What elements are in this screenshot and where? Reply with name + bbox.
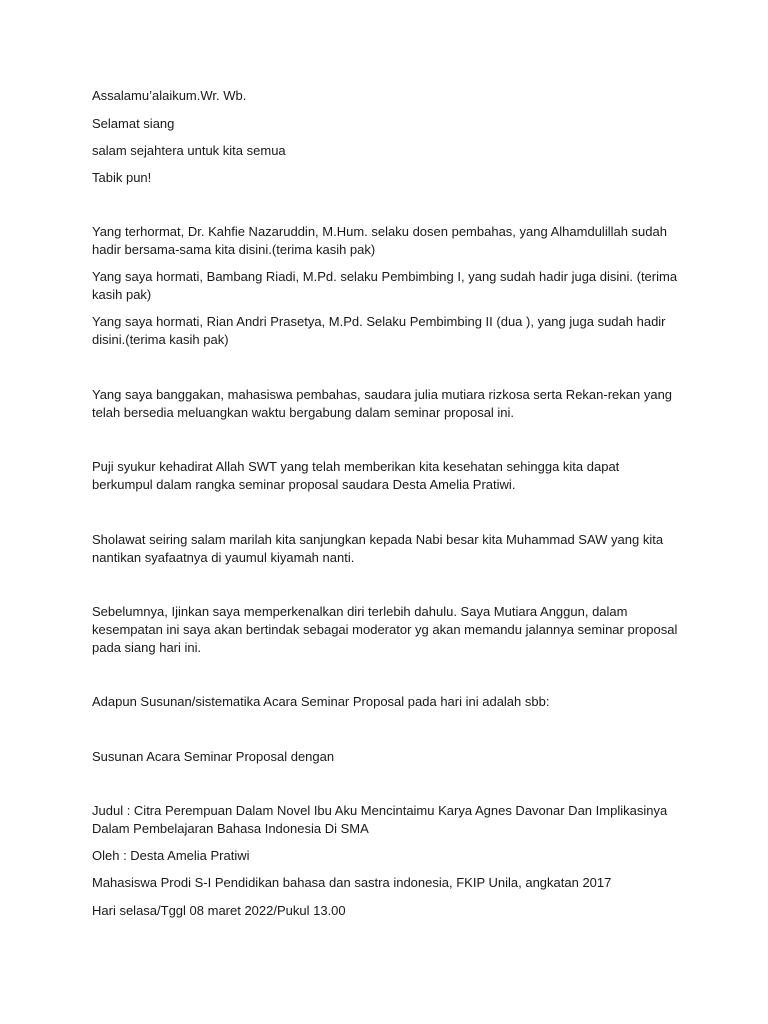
detail-program: Mahasiswa Prodi S-I Pendidikan bahasa dan sastra indonesia, FKIP Unila, angkatan 2017 (92, 875, 612, 890)
detail-schedule: Hari selasa/Tggl 08 maret 2022/Pukul 13.00 (92, 903, 346, 918)
paragraph-intro: Sebelumnya, Ijinkan saya memperkenalkan diri terlebih dahulu. Saya Mutiara Anggun, dalam kesempatan ini saya akan bertindak sebagai moderator yg akan memandu jalannya seminar proposal pada siang hari ini. (92, 604, 678, 655)
greeting-tabik: Tabik pun! (92, 170, 152, 185)
greeting-salam-sejahtera: salam sejahtera untuk kita semua (92, 143, 286, 158)
paragraph-agenda-intro: Adapun Susunan/sistematika Acara Seminar Proposal pada hari ini adalah sbb: (92, 694, 550, 709)
paragraph-gratitude: Puji syukur kehadirat Allah SWT yang telah memberikan kita kesehatan sehingga kita dapat berkumpul dalam rangka seminar proposal saudara Desta Amelia Pratiwi. (92, 459, 620, 492)
detail-title: Judul : Citra Perempuan Dalam Novel Ibu Aku Mencintaimu Karya Agnes Davonar Dan Implikasinya Dalam Pembelajaran Bahasa Indonesia Di SMA (92, 803, 668, 836)
address-advisor-2: Yang saya hormati, Rian Andri Prasetya, M.Pd. Selaku Pembimbing II (dua ), yang juga sudah hadir disini.(terima kasih pak) (92, 314, 666, 347)
paragraph-agenda-heading: Susunan Acara Seminar Proposal dengan (92, 749, 335, 764)
address-examiner: Yang terhormat, Dr. Kahfie Nazaruddin, M.Hum. selaku dosen pembahas, yang Alhamdulillah sudah hadir bersama-sama kita disini.(terima kasih pak) (92, 224, 667, 257)
greeting-salam: Assalamu’alaikum.Wr. Wb. (92, 88, 247, 103)
paragraph-students: Yang saya banggakan, mahasiswa pembahas, saudara julia mutiara rizkosa serta Rekan-rekan yang telah bersedia meluangkan waktu bergabung dalam seminar proposal ini. (92, 387, 673, 420)
detail-author: Oleh : Desta Amelia Pratiwi (92, 848, 250, 863)
paragraph-sholawat: Sholawat seiring salam marilah kita sanjungkan kepada Nabi besar kita Muhammad SAW yang kita nantikan syafaatnya di yaumul kiyamah nanti. (92, 532, 664, 565)
address-advisor-1: Yang saya hormati, Bambang Riadi, M.Pd. selaku Pembimbing I, yang sudah hadir juga disini. (terima kasih pak) (92, 269, 678, 302)
greeting-selamat-siang: Selamat siang (92, 116, 175, 131)
